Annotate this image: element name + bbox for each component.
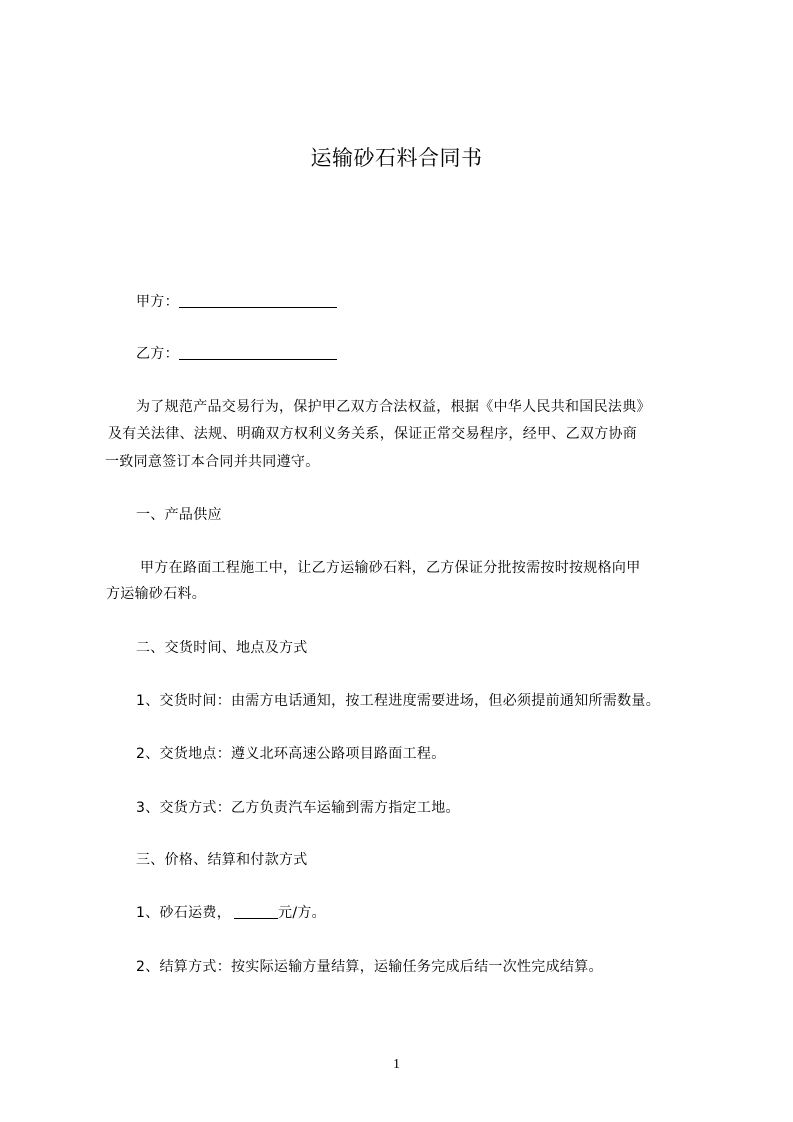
page-number: 1	[393, 1057, 400, 1072]
party-b-line	[136, 345, 716, 363]
fee-blank	[234, 917, 278, 919]
section2-item-3: 3、交货方式：乙方负责汽车运输到需方指定工地。	[136, 800, 460, 816]
party-a-line	[136, 293, 716, 311]
document-title: 运输砂石料合同书	[310, 146, 483, 170]
intro-line-3: 一致同意签订本合同并共同遵守。	[105, 454, 320, 470]
section1-line-2: 方运输砂石料。	[106, 586, 207, 602]
section1-heading: 一、产品供应	[136, 507, 222, 523]
party-a-label: 甲方：	[136, 294, 179, 310]
intro-line-2: 及有关法律、法规、明确双方权利义务关系，保证正常交易程序，经甲、乙双方协商	[108, 426, 638, 442]
section1-line-1: 甲方在路面工程施工中，让乙方运输砂石料，乙方保证分批按需按时按规格向甲	[140, 560, 641, 576]
party-b-label: 乙方：	[136, 346, 179, 362]
party-a-blank	[179, 306, 337, 308]
section2-item-1: 1、交货时间：由需方电话通知，按工程进度需要进场，但必须提前通知所需数量。	[136, 693, 661, 709]
fee-label: 1、砂石运费，	[136, 905, 232, 921]
section2-heading: 二、交货时间、地点及方式	[136, 640, 308, 656]
party-b-blank	[179, 358, 337, 360]
section3-item-2: 2、结算方式：按实际运输方量结算，运输任务完成后结一次性完成结算。	[136, 959, 603, 975]
section3-item-1	[136, 904, 716, 922]
fee-unit: 元/方。	[278, 905, 326, 921]
section2-item-2: 2、交货地点：遵义北环高速公路项目路面工程。	[136, 746, 446, 762]
intro-line-1: 为了规范产品交易行为，保护甲乙双方合法权益，根据《中华人民共和国民法典》	[136, 399, 651, 415]
section3-heading: 三、价格、结算和付款方式	[136, 852, 308, 868]
